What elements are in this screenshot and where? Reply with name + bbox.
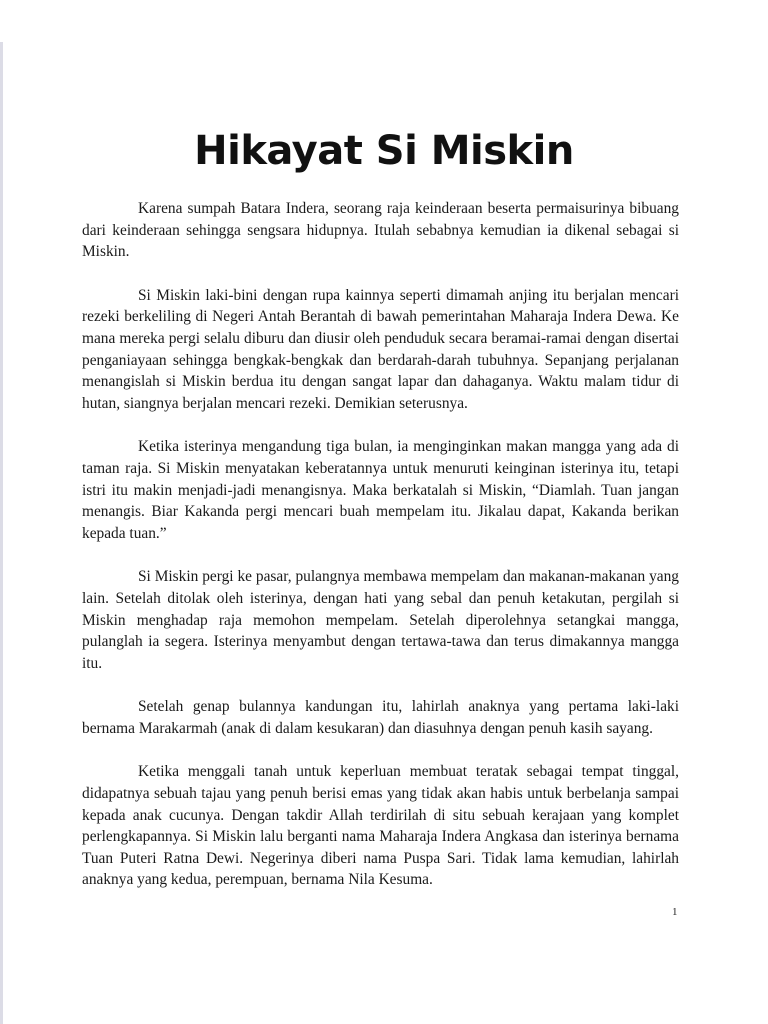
- paragraph: Ketika isterinya mengandung tiga bulan, ia menginginkan makan mangga yang ada di taman raja. Si Miskin menyatakan keberatannya untuk menuruti keinginan isterinya itu, tetapi istri itu makin menjadi-jadi menangisnya. Maka berkatalah si Miskin, “Diamlah. Tuan jangan menangis. Biar Kakanda pergi mencari buah mempelam itu. Jikalau dapat, Kakanda berikan kepada tuan.”: [82, 438, 679, 542]
- paragraph: Setelah genap bulannya kandungan itu, lahirlah anaknya yang pertama laki-laki bernama Marakarmah (anak di dalam kesukaran) dan diasuhnya dengan penuh kasih sayang.: [82, 698, 679, 737]
- document-body: [82, 198, 679, 913]
- page-number: 1: [672, 906, 678, 918]
- document-title: Hikayat Si Miskin: [194, 128, 574, 174]
- page-left-border: [0, 42, 3, 1024]
- paragraph: Karena sumpah Batara Indera, seorang raja keinderaan beserta permaisurinya bibuang dari keinderaan sehingga sengsara hidupnya. Itulah sebabnya kemudian ia dikenal sebagai si Miskin.: [82, 200, 679, 261]
- paragraph: Si Miskin laki-bini dengan rupa kainnya seperti dimamah anjing itu berjalan mencari rezeki berkeliling di Negeri Antah Berantah di bawah pemerintahan Maharaja Indera Dewa. Ke mana mereka pergi selalu diburu dan diusir oleh penduduk secara beramai-ramai dengan disertai penganiayaan sehingga bengkak-bengkak dan berdarah-darah tubuhnya. Sepanjang perjalanan menangislah si Miskin berdua itu dengan sangat lapar dan dahaganya. Waktu malam tidur di hutan, siangnya berjalan mencari rezeki. Demikian seterusnya.: [82, 286, 679, 412]
- paragraph: Si Miskin pergi ke pasar, pulangnya membawa mempelam dan makanan-makanan yang lain. Setelah ditolak oleh isterinya, dengan hati yang sebal dan penuh ketakutan, pergilah si Miskin menghadap raja memohon mempelam. Setelah diperolehnya setangkai mangga, pulanglah ia segera. Isterinya menyambut dengan tertawa-tawa dan terus dimakannya mangga itu.: [82, 568, 679, 672]
- paragraph: Ketika menggali tanah untuk keperluan membuat teratak sebagai tempat tinggal, didapatnya sebuah tajau yang penuh berisi emas yang tidak akan habis untuk berbelanja sampai kepada anak cucunya. Dengan takdir Allah terdirilah di situ sebuah kerajaan yang komplet perlengkapannya. Si Miskin lalu berganti nama Maharaja Indera Angkasa dan isterinya bernama Tuan Puteri Ratna Dewi. Negerinya diberi nama Puspa Sari. Tidak lama kemudian, lahirlah anaknya yang kedua, perempuan, bernama Nila Kesuma.: [82, 763, 679, 889]
